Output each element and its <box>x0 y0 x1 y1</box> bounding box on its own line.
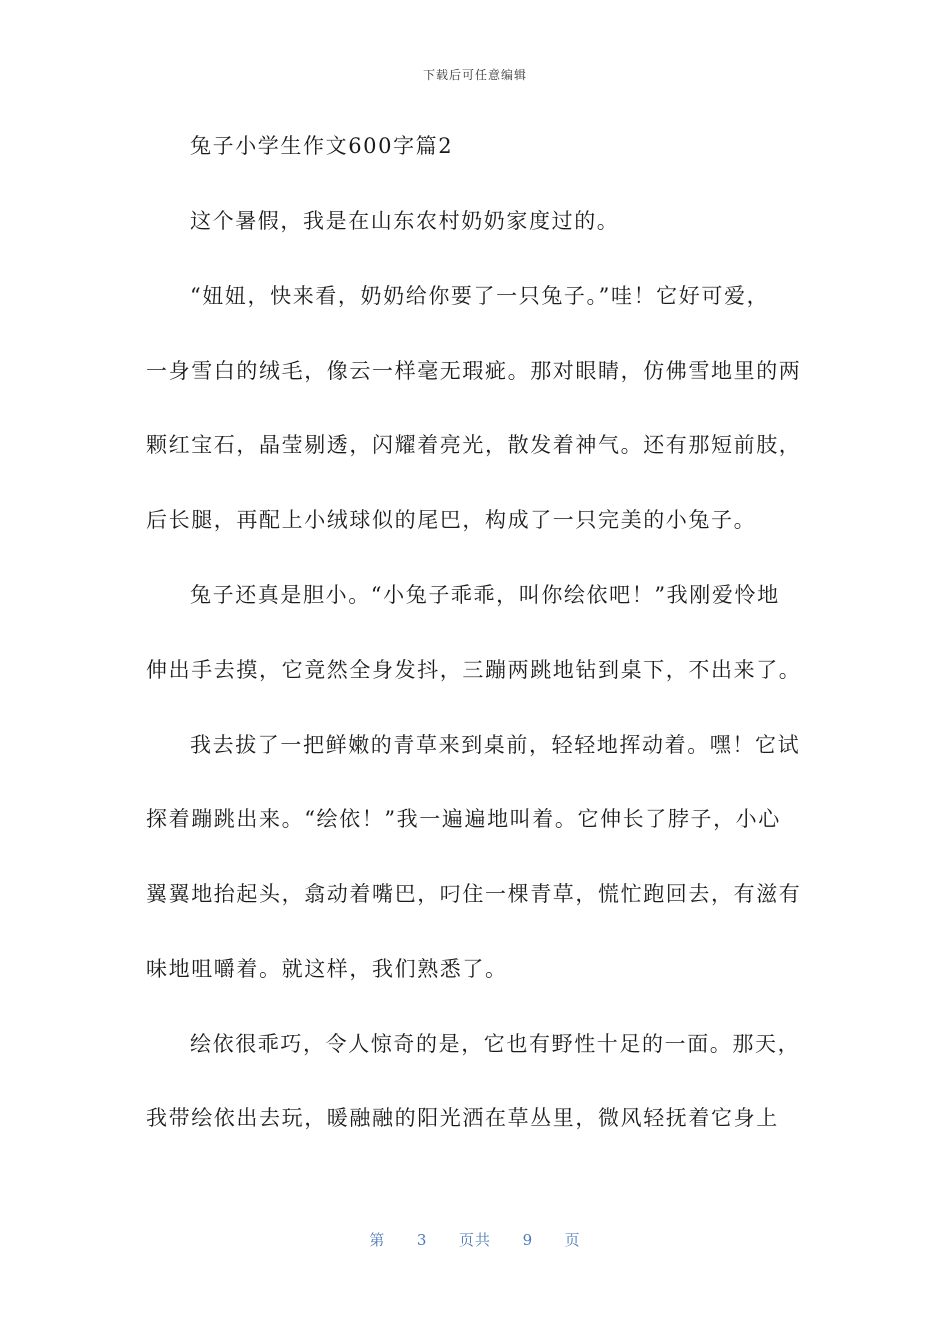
footer-mid: 页共 <box>458 1231 491 1249</box>
footer-current-page: 3 <box>416 1231 428 1249</box>
paragraph-line: 兔子还真是胆小。“小兔子乖乖，叫你绘依吧！”我刚爱怜地 <box>190 583 780 607</box>
paragraph-line: 绘依很乖巧，令人惊奇的是，它也有野性十足的一面。那天， <box>190 1032 801 1056</box>
footer-prefix: 第 <box>369 1231 386 1249</box>
paragraph-line: 我带绘依出去玩，暖融融的阳光洒在草丛里，微风轻抚着它身上 <box>146 1106 779 1130</box>
document-title: 兔子小学生作文600字篇2 <box>190 134 454 158</box>
paragraph-line: 伸出手去摸，它竟然全身发抖，三蹦两跳地钻到桌下，不出来了。 <box>146 658 802 682</box>
page-header-note: 下载后可任意编辑 <box>422 68 527 82</box>
paragraph-line: 探着蹦跳出来。“绘依！”我一遍遍地叫着。它伸长了脖子，小心 <box>146 807 781 831</box>
paragraph-line: 这个暑假，我是在山东农村奶奶家度过的。 <box>190 209 620 233</box>
paragraph-line: 颗红宝石，晶莹剔透，闪耀着亮光，散发着神气。还有那短前肢， <box>146 433 802 457</box>
footer-total-pages: 9 <box>522 1231 534 1249</box>
page-footer <box>0 1229 950 1250</box>
paragraph-line: 我去拔了一把鲜嫩的青草来到桌前，轻轻地挥动着。嘿！它试 <box>190 733 801 757</box>
paragraph-line: 味地咀嚼着。就这样，我们熟悉了。 <box>146 957 508 981</box>
paragraph-line: “妞妞，快来看，奶奶给你要了一只兔子。”哇！它好可爱， <box>190 284 770 308</box>
footer-suffix: 页 <box>564 1231 581 1249</box>
paragraph-line: 后长腿，再配上小绒球似的尾巴，构成了一只完美的小兔子。 <box>146 508 757 532</box>
paragraph-line: 翼翼地抬起头，翕动着嘴巴，叼住一棵青草，慌忙跑回去，有滋有 <box>146 882 802 906</box>
paragraph-line: 一身雪白的绒毛，像云一样毫无瑕疵。那对眼睛，仿佛雪地里的两 <box>146 359 802 383</box>
